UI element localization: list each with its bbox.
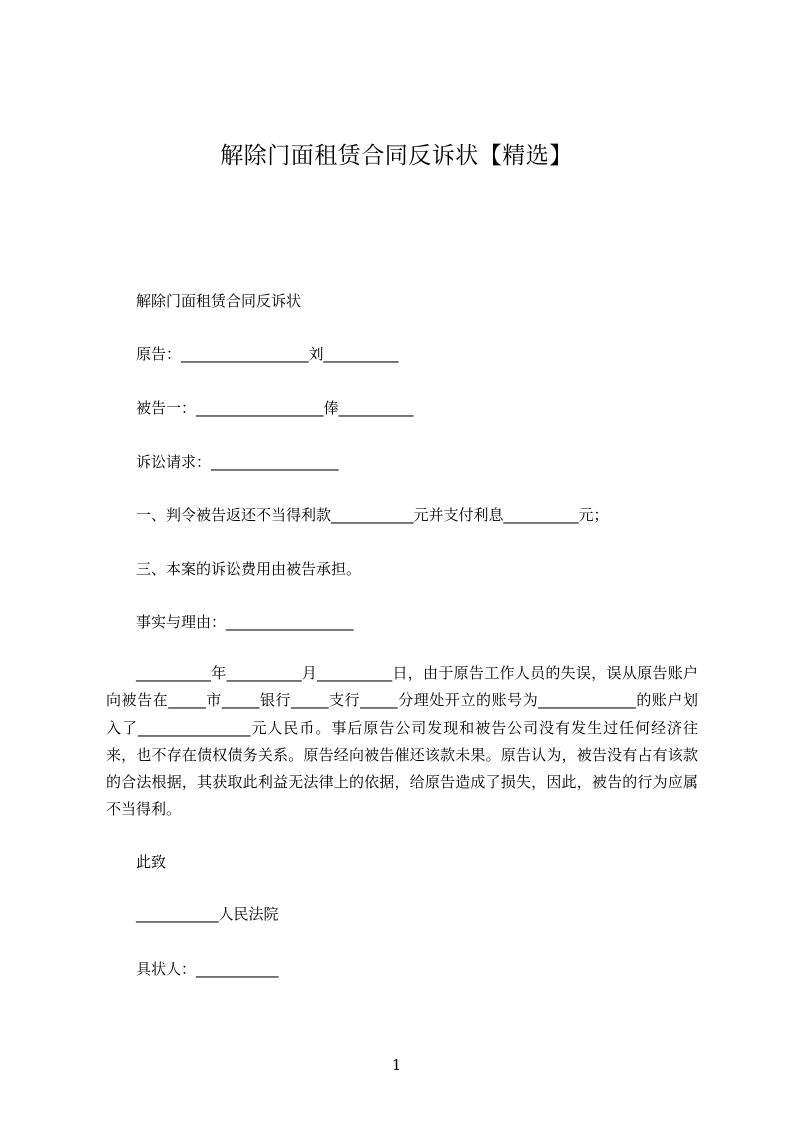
signer-line: 具状人：___________ <box>136 960 279 978</box>
plaintiff-line: 原告：_________________刘__________ <box>136 345 399 363</box>
facts-paragraph: __________年__________月__________日，由于原告工作人员的失误，误从原告账户向被告在_____市_____银行_____支行_____分理处开立的账号为_____________的账户划入了_______________元人民币。事后原告公司发现和被告公司没有发生过任何经济往来，也不存在债权债务关系。原告经向被告催还该款未果。原告认为，被告没有占有该款的合法根据，其获取此利益无法律上的依据，给原告造成了损失，因此，被告的行为应属不当得利。 <box>106 664 698 819</box>
defendant-line: 被告一：_________________俸__________ <box>136 399 414 417</box>
page-number: 1 <box>391 1056 402 1074</box>
document-heading: 解除门面租赁合同反诉状 <box>136 292 302 310</box>
court-line: ___________人民法院 <box>136 905 279 923</box>
claim-one: 一、判令被告返还不当得利款___________元并支付利息__________元； <box>136 506 609 524</box>
claim-three: 三、本案的诉讼费用由被告承担。 <box>136 560 362 578</box>
facts-label: 事实与理由：_________________ <box>136 613 354 631</box>
closing-line: 此致 <box>136 853 167 871</box>
claims-label: 诉讼请求：_________________ <box>136 453 339 471</box>
document-title: 解除门面租赁合同反诉状【精选】 <box>220 143 573 169</box>
